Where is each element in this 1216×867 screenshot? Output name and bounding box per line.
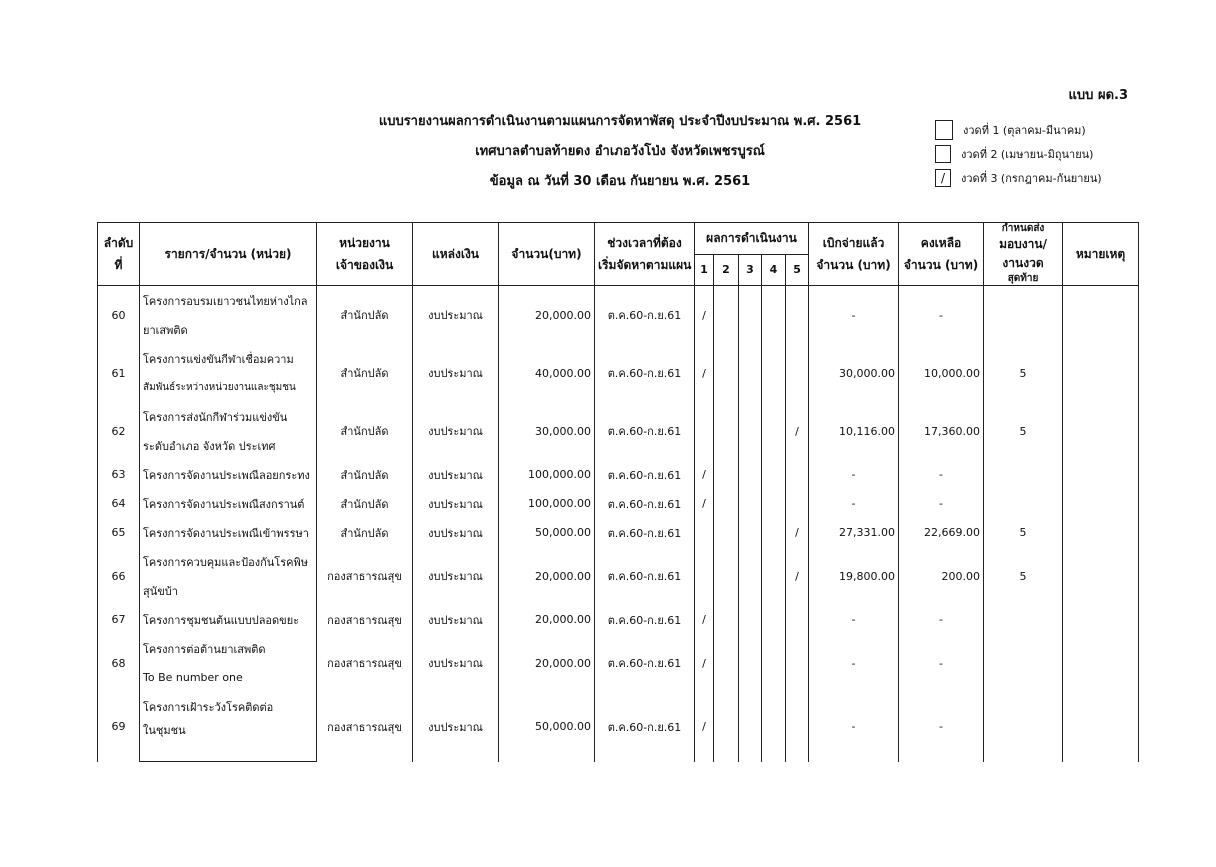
- row-step-1: /: [695, 634, 714, 692]
- header-progress: ผลการดำเนินงาน: [695, 223, 809, 255]
- row-item: โครงการจัดงานประเพณีเข้าพรรษา: [140, 518, 317, 547]
- row-number: 67: [98, 605, 140, 634]
- table-body: [98, 286, 1139, 762]
- row-step-2: [714, 489, 739, 518]
- row-deadline: 5: [984, 344, 1063, 402]
- row-step-3: [739, 634, 762, 692]
- table-row: [98, 518, 1139, 547]
- row-item-continued: ระดับอำเภอ จังหวัด ประเทศ: [140, 431, 317, 460]
- row-step-5: [786, 489, 809, 518]
- row-step-2: [714, 547, 739, 605]
- row-step-1: [695, 518, 714, 547]
- report-title: แบบรายงานผลการดำเนินงานตามแผนการจัดหาพัสดุ ประจำปีงบประมาณ พ.ศ. 2561: [378, 114, 862, 129]
- row-remain: -: [899, 692, 984, 762]
- row-item-continued: ยาเสพติด: [140, 315, 317, 344]
- row-paid: 10,116.00: [809, 402, 899, 460]
- row-item: โครงการอบรมเยาวชนไทยห่างไกล: [140, 286, 317, 316]
- row-step-3: [739, 286, 762, 345]
- row-fund: งบประมาณ: [413, 489, 499, 518]
- row-fund: งบประมาณ: [413, 692, 499, 762]
- row-amount: 20,000.00: [499, 547, 595, 605]
- row-step-5: /: [786, 402, 809, 460]
- row-period: ต.ค.60-ก.ย.61: [595, 344, 695, 402]
- table-row: [98, 344, 1139, 373]
- row-paid: -: [809, 489, 899, 518]
- table-row: [98, 286, 1139, 316]
- row-step-3: [739, 547, 762, 605]
- row-period: ต.ค.60-ก.ย.61: [595, 286, 695, 345]
- row-unit: กองสาธารณสุข: [317, 547, 413, 605]
- table-row: [98, 547, 1139, 576]
- row-item: โครงการต่อต้านยาเสพติด: [140, 634, 317, 663]
- row-item: โครงการควบคุมและป้องกันโรคพิษ: [140, 547, 317, 576]
- table-row: [98, 402, 1139, 431]
- row-step-3: [739, 460, 762, 489]
- period-3-label: งวดที่ 3 (กรกฎาคม-กันยายน): [961, 172, 1102, 185]
- table-header: [98, 223, 1139, 286]
- row-deadline: [984, 634, 1063, 692]
- row-unit: สำนักปลัด: [317, 518, 413, 547]
- row-remain: 17,360.00: [899, 402, 984, 460]
- row-step-2: [714, 518, 739, 547]
- row-unit: สำนักปลัด: [317, 489, 413, 518]
- row-remain: 200.00: [899, 547, 984, 605]
- row-fund: งบประมาณ: [413, 547, 499, 605]
- row-step-1: /: [695, 286, 714, 345]
- row-item: โครงการชุมชนต้นแบบปลอดขยะ: [140, 605, 317, 634]
- row-item: โครงการจัดงานประเพณีสงกรานต์: [140, 489, 317, 518]
- header-step-1: 1: [695, 254, 714, 286]
- row-step-5: [786, 634, 809, 692]
- report-titles: [320, 112, 920, 202]
- row-step-3: [739, 518, 762, 547]
- period-1: [935, 118, 1135, 142]
- row-step-5: [786, 286, 809, 345]
- row-step-3: [739, 344, 762, 402]
- row-paid: -: [809, 460, 899, 489]
- row-item-continued: สุนัขบ้า: [140, 576, 317, 605]
- row-step-2: [714, 634, 739, 692]
- row-period: ต.ค.60-ก.ย.61: [595, 547, 695, 605]
- row-deadline: [984, 489, 1063, 518]
- row-amount: 20,000.00: [499, 634, 595, 692]
- row-paid: -: [809, 605, 899, 634]
- row-item: โครงการเฝ้าระวังโรคติดต่อ: [140, 692, 317, 721]
- period-2-label: งวดที่ 2 (เมษายน-มิถุนายน): [961, 148, 1094, 161]
- report-organization: เทศบาลตำบลท้ายดง อำเภอวังโป่ง จังหวัดเพชรบูรณ์: [475, 144, 765, 159]
- row-number: 62: [98, 402, 140, 460]
- row-amount: 20,000.00: [499, 605, 595, 634]
- row-fund: งบประมาณ: [413, 518, 499, 547]
- row-step-4: [762, 344, 786, 402]
- period-2-checkbox[interactable]: [935, 145, 951, 163]
- row-step-1: /: [695, 344, 714, 402]
- table-row: [98, 460, 1139, 489]
- row-number: 61: [98, 344, 140, 402]
- header-deadline: กำหนดส่ง มอบงาน/ งานงวด สุดท้าย: [984, 223, 1063, 286]
- row-amount: 100,000.00: [499, 460, 595, 489]
- header-amount: จำนวน(บาท): [499, 223, 595, 286]
- row-fund: งบประมาณ: [413, 402, 499, 460]
- row-fund: งบประมาณ: [413, 605, 499, 634]
- row-remark: [1063, 634, 1139, 692]
- form-code: แบบ ผด.3: [1068, 88, 1128, 103]
- row-deadline: 5: [984, 518, 1063, 547]
- row-step-5: [786, 692, 809, 762]
- header-seq: ลำดับ ที่: [98, 223, 140, 286]
- row-unit: กองสาธารณสุข: [317, 692, 413, 762]
- row-number: 64: [98, 489, 140, 518]
- row-remark: [1063, 605, 1139, 634]
- row-step-1: /: [695, 692, 714, 762]
- report-date: ข้อมูล ณ วันที่ 30 เดือน กันยายน พ.ศ. 2561: [489, 174, 751, 189]
- row-paid: 19,800.00: [809, 547, 899, 605]
- header-paid: เบิกจ่ายแล้ว จำนวน (บาท): [809, 223, 899, 286]
- period-1-checkbox[interactable]: [935, 120, 953, 140]
- row-unit: กองสาธารณสุข: [317, 634, 413, 692]
- row-remark: [1063, 547, 1139, 605]
- row-deadline: 5: [984, 402, 1063, 460]
- period-1-label: งวดที่ 1 (ตุลาคม-มีนาคม): [963, 124, 1086, 137]
- header-period: ช่วงเวลาที่ต้อง เริ่มจัดหาตามแผน: [595, 223, 695, 286]
- row-step-4: [762, 518, 786, 547]
- row-period: ต.ค.60-ก.ย.61: [595, 692, 695, 762]
- row-deadline: [984, 286, 1063, 345]
- row-step-4: [762, 547, 786, 605]
- row-amount: 50,000.00: [499, 518, 595, 547]
- row-paid: 30,000.00: [809, 344, 899, 402]
- row-step-4: [762, 286, 786, 345]
- row-remain: -: [899, 605, 984, 634]
- header-step-5: 5: [786, 254, 809, 286]
- row-deadline: [984, 605, 1063, 634]
- row-amount: 50,000.00: [499, 692, 595, 762]
- row-step-3: [739, 692, 762, 762]
- row-period: ต.ค.60-ก.ย.61: [595, 402, 695, 460]
- row-remark: [1063, 518, 1139, 547]
- row-item-continued: สัมพันธ์ระหว่างหน่วยงานและชุมชน: [140, 373, 317, 402]
- row-step-1: [695, 547, 714, 605]
- row-deadline: [984, 460, 1063, 489]
- row-step-5: [786, 460, 809, 489]
- row-amount: 100,000.00: [499, 489, 595, 518]
- row-amount: 40,000.00: [499, 344, 595, 402]
- row-item-continued: ในชุมชน: [140, 721, 317, 762]
- period-checklist: [935, 118, 1135, 190]
- period-3-checkbox[interactable]: /: [935, 169, 951, 187]
- header-unit: หน่วยงาน เจ้าของเงิน: [317, 223, 413, 286]
- row-paid: 27,331.00: [809, 518, 899, 547]
- header-item: รายการ/จำนวน (หน่วย): [140, 223, 317, 286]
- period-3: [935, 166, 1135, 190]
- row-step-4: [762, 460, 786, 489]
- row-remain: -: [899, 634, 984, 692]
- row-step-2: [714, 344, 739, 402]
- row-remark: [1063, 489, 1139, 518]
- row-remark: [1063, 692, 1139, 762]
- row-step-4: [762, 489, 786, 518]
- header-step-2: 2: [714, 254, 739, 286]
- row-step-1: /: [695, 460, 714, 489]
- row-step-5: [786, 344, 809, 402]
- table-row: [98, 605, 1139, 634]
- row-period: ต.ค.60-ก.ย.61: [595, 634, 695, 692]
- row-unit: สำนักปลัด: [317, 286, 413, 345]
- row-step-1: /: [695, 489, 714, 518]
- row-number: 66: [98, 547, 140, 605]
- table-row: [98, 692, 1139, 721]
- row-step-2: [714, 402, 739, 460]
- header-step-3: 3: [739, 254, 762, 286]
- row-remark: [1063, 344, 1139, 402]
- row-step-5: /: [786, 518, 809, 547]
- row-step-5: [786, 605, 809, 634]
- row-fund: งบประมาณ: [413, 460, 499, 489]
- row-step-1: /: [695, 605, 714, 634]
- row-item: โครงการจัดงานประเพณีลอยกระทง: [140, 460, 317, 489]
- row-amount: 20,000.00: [499, 286, 595, 345]
- row-unit: สำนักปลัด: [317, 344, 413, 402]
- table-row: [98, 634, 1139, 663]
- row-deadline: [984, 692, 1063, 762]
- table-row: [98, 489, 1139, 518]
- row-step-4: [762, 634, 786, 692]
- row-unit: สำนักปลัด: [317, 402, 413, 460]
- row-remain: 22,669.00: [899, 518, 984, 547]
- row-amount: 30,000.00: [499, 402, 595, 460]
- row-period: ต.ค.60-ก.ย.61: [595, 460, 695, 489]
- row-number: 60: [98, 286, 140, 345]
- row-remain: -: [899, 489, 984, 518]
- row-remain: -: [899, 286, 984, 345]
- row-step-2: [714, 605, 739, 634]
- row-fund: งบประมาณ: [413, 286, 499, 345]
- row-step-3: [739, 605, 762, 634]
- row-remark: [1063, 286, 1139, 345]
- period-2: [935, 142, 1135, 166]
- row-step-2: [714, 286, 739, 345]
- row-remark: [1063, 460, 1139, 489]
- row-paid: -: [809, 692, 899, 762]
- row-step-4: [762, 402, 786, 460]
- row-item: โครงการแข่งขันกีฬาเชื่อมความ: [140, 344, 317, 373]
- header-fund: แหล่งเงิน: [413, 223, 499, 286]
- row-step-4: [762, 605, 786, 634]
- row-paid: -: [809, 286, 899, 345]
- header-remark: หมายเหตุ: [1063, 223, 1139, 286]
- row-remark: [1063, 402, 1139, 460]
- row-number: 68: [98, 634, 140, 692]
- row-item-continued: To Be number one: [140, 663, 317, 692]
- row-period: ต.ค.60-ก.ย.61: [595, 489, 695, 518]
- row-period: ต.ค.60-ก.ย.61: [595, 605, 695, 634]
- row-step-2: [714, 692, 739, 762]
- row-deadline: 5: [984, 547, 1063, 605]
- row-fund: งบประมาณ: [413, 344, 499, 402]
- procurement-table: [97, 222, 1139, 762]
- row-step-2: [714, 460, 739, 489]
- header-remain: คงเหลือ จำนวน (บาท): [899, 223, 984, 286]
- row-item: โครงการส่งนักกีฬาร่วมแข่งขัน: [140, 402, 317, 431]
- row-step-3: [739, 489, 762, 518]
- row-paid: -: [809, 634, 899, 692]
- row-unit: กองสาธารณสุข: [317, 605, 413, 634]
- row-number: 63: [98, 460, 140, 489]
- row-step-3: [739, 402, 762, 460]
- row-number: 69: [98, 692, 140, 762]
- header-step-4: 4: [762, 254, 786, 286]
- row-step-4: [762, 692, 786, 762]
- row-fund: งบประมาณ: [413, 634, 499, 692]
- row-step-1: [695, 402, 714, 460]
- row-remain: 10,000.00: [899, 344, 984, 402]
- row-step-5: /: [786, 547, 809, 605]
- row-number: 65: [98, 518, 140, 547]
- row-remain: -: [899, 460, 984, 489]
- row-period: ต.ค.60-ก.ย.61: [595, 518, 695, 547]
- row-unit: สำนักปลัด: [317, 460, 413, 489]
